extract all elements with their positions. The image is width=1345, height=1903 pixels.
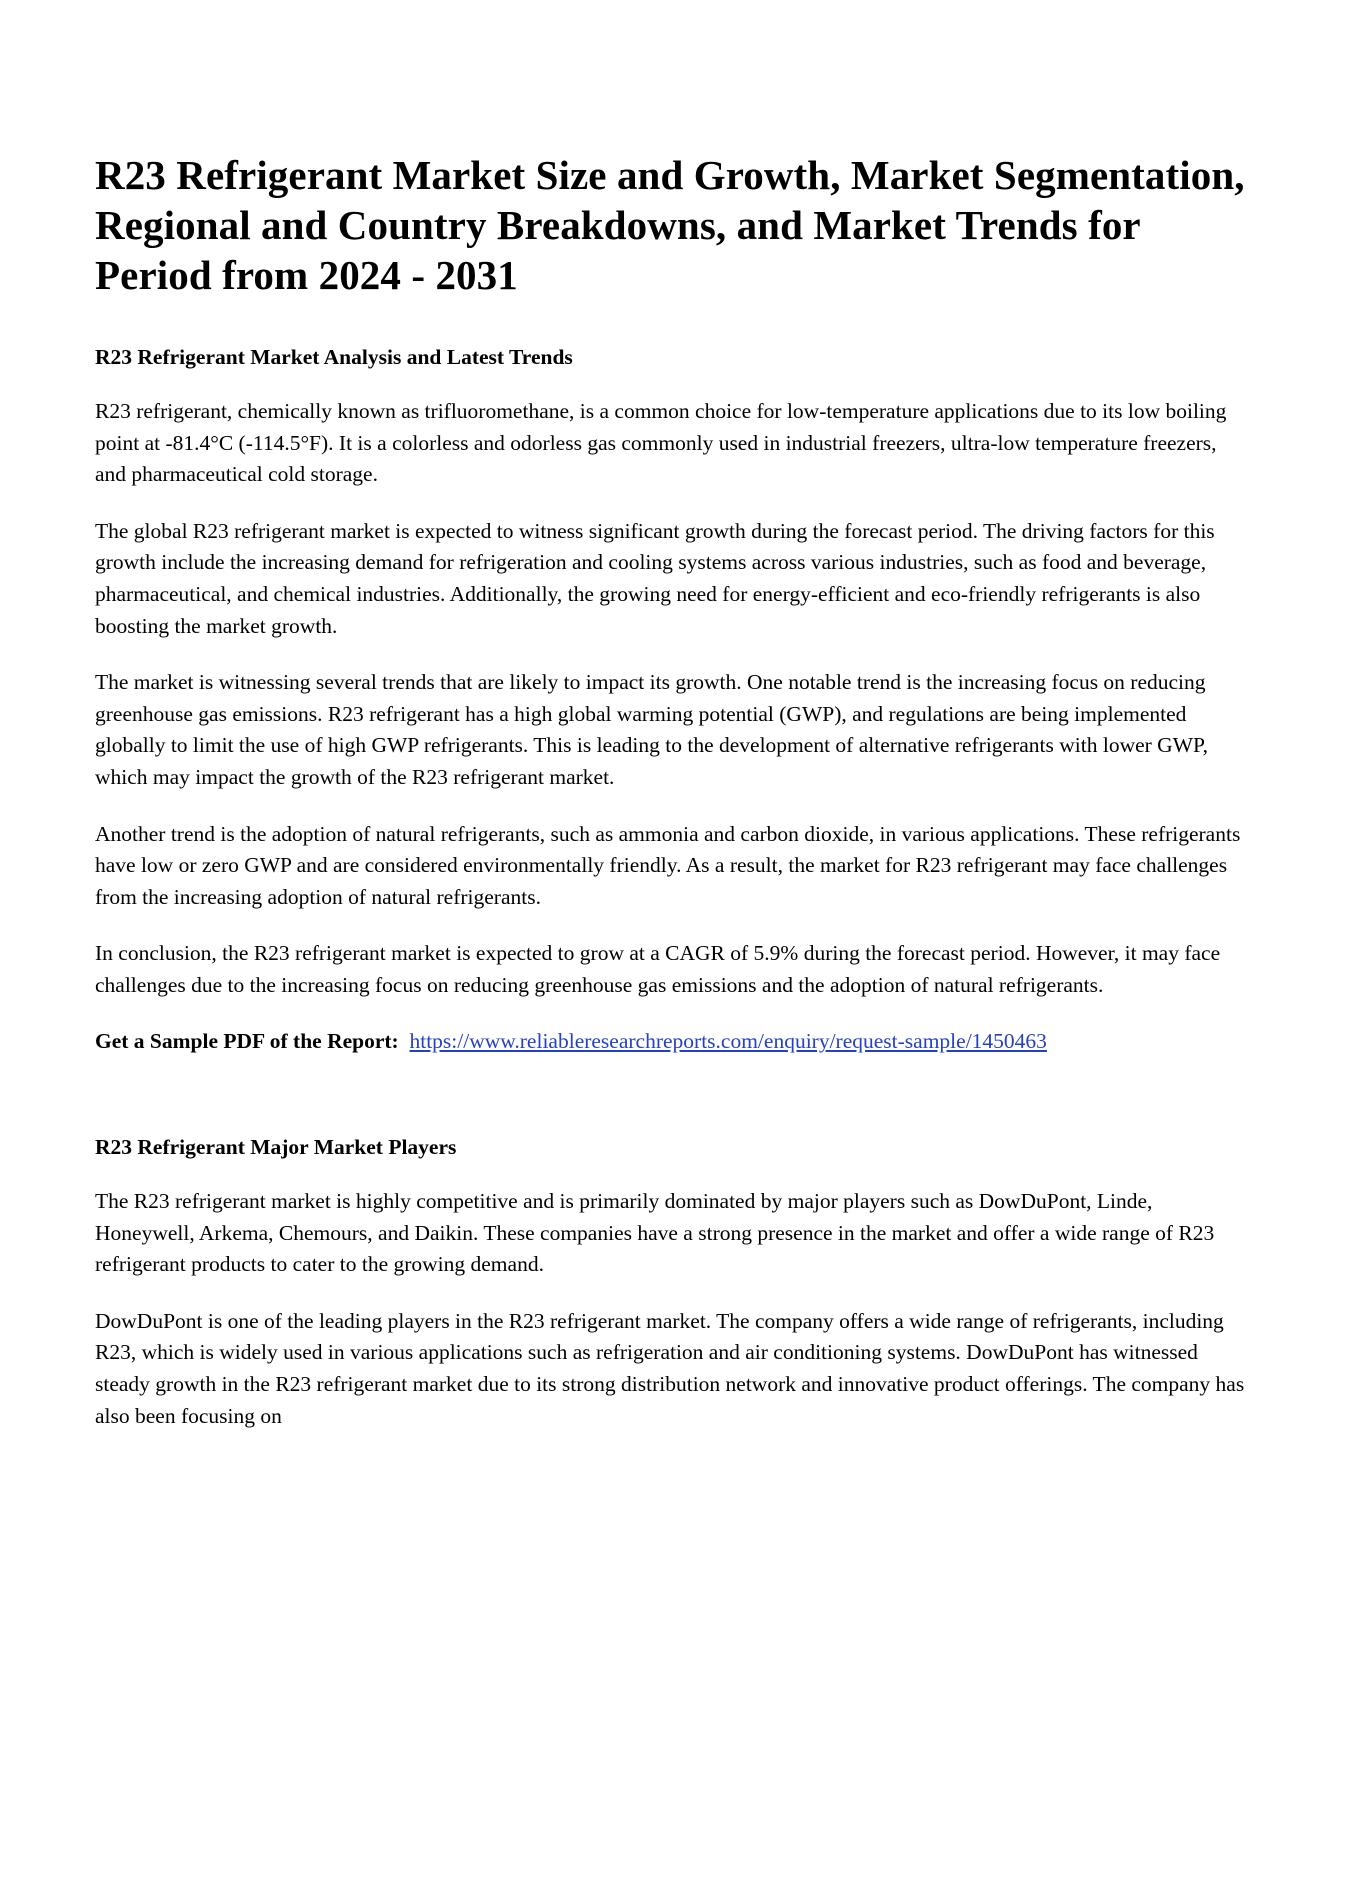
section-spacer (95, 1083, 1250, 1135)
page-title: R23 Refrigerant Market Size and Growth, Market Segmentation, Regional and Country Breakdowns, and Market Trends for Period from 2024 - 2031 (95, 152, 1245, 299)
paragraph: R23 refrigerant, chemically known as trifluoromethane, is a common choice for low-temperature applications due to its low boiling point at -81.4°C (-114.5°F). It is a colorless and odorless gas commonly used in industrial freezers, ultra-low temperature freezers, and pharmaceutical cold storage. (95, 398, 1227, 487)
section-heading-major-players: R23 Refrigerant Major Market Players (95, 1135, 457, 1160)
paragraph: The R23 refrigerant market is highly competitive and is primarily dominated by major players such as DowDuPont, Linde, Honeywell, Arkema, Chemours, and Daikin. These companies have a strong presence in the market and offer a wide range of R23 refrigerant products to cater to the growing demand. (95, 1189, 1215, 1277)
sample-pdf-label: Get a Sample PDF of the Report: (95, 1029, 399, 1054)
paragraph: Another trend is the adoption of natural refrigerants, such as ammonia and carbon dioxide, in various applications. These refrigerants have low or zero GWP and are considered environmentally friendly. As a result, the market for R23 refrigerant may face challenges from the increasing adoption of natural refrigerants. (95, 821, 1241, 909)
section-heading-analysis: R23 Refrigerant Market Analysis and Latest Trends (95, 345, 573, 370)
sample-pdf-link[interactable]: https://www.reliableresearchreports.com/enquiry/request-sample/1450463 (409, 1029, 1047, 1054)
paragraph: The global R23 refrigerant market is expected to witness significant growth during the forecast period. The driving factors for this growth include the increasing demand for refrigeration and cooling systems across various industries, such as food and beverage, pharmaceutical, and chemical industries. Additionally, the growing need for energy-efficient and eco-friendly refrigerants is also boosting the market growth. (95, 518, 1215, 638)
paragraph: DowDuPont is one of the leading players in the R23 refrigerant market. The company offers a wide range of refrigerants, including R23, which is widely used in various applications such as refrigeration and air conditioning systems. DowDuPont has witnessed steady growth in the R23 refrigerant market due to its strong distribution network and innovative product offerings. The company has also been focusing on (95, 1308, 1245, 1428)
paragraph: In conclusion, the R23 refrigerant market is expected to grow at a CAGR of 5.9% during the forecast period. However, it may face challenges due to the increasing focus on reducing greenhouse gas emissions and the adoption of natural refrigerants. (95, 941, 1221, 997)
paragraph: The market is witnessing several trends that are likely to impact its growth. One notable trend is the increasing focus on reducing greenhouse gas emissions. R23 refrigerant has a high global warming potential (GWP), and regulations are being implemented globally to limit the use of high GWP refrigerants. This is leading to the development of alternative refrigerants with lower GWP, which may impact the growth of the R23 refrigerant market. (95, 670, 1208, 789)
sample-pdf-cta (95, 1026, 1250, 1058)
